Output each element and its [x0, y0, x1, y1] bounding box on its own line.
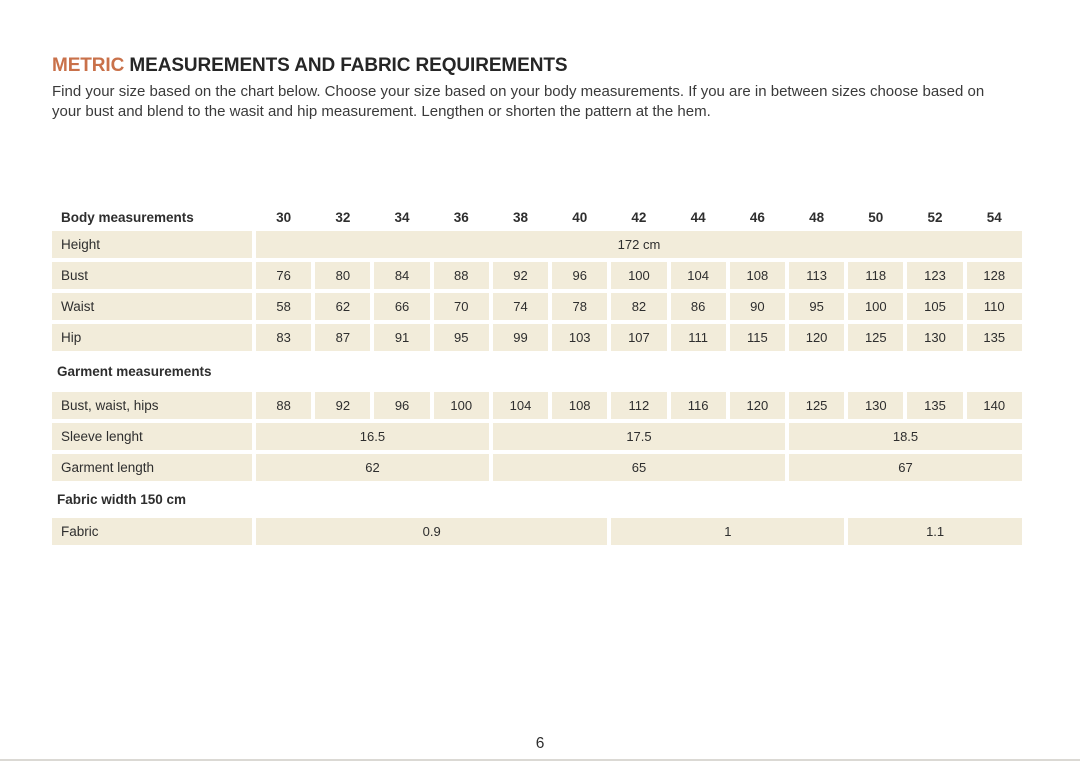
value-cell: 172 cm [256, 231, 1022, 258]
value-cell: 112 [611, 392, 666, 419]
value-cell: 74 [493, 293, 548, 320]
row-label: Height [52, 231, 252, 258]
value-cell: 123 [907, 262, 962, 289]
measurements-table [52, 207, 1022, 549]
value-cell: 120 [789, 324, 844, 351]
value-cell: 88 [256, 392, 311, 419]
intro-text: Find your size based on the chart below. Choose your size based on your body measurements. If you are in between sizes choose based on your bust and blend to the wasit and hip measurement. Lengthen or shorten the pattern at the hem. [52, 83, 985, 120]
value-cell: 0.9 [256, 518, 607, 545]
value-cell: 113 [789, 262, 844, 289]
value-cell: 100 [611, 262, 666, 289]
value-cell: 78 [552, 293, 607, 320]
value-cell: 95 [434, 324, 489, 351]
title-rest: MEASUREMENTS AND FABRIC REQUIREMENTS [124, 55, 568, 76]
section-heading: Garment measurements [57, 364, 212, 379]
page-number: 6 [535, 735, 545, 752]
table-row [52, 518, 1022, 545]
row-label: Bust [52, 262, 252, 289]
value-cell: 76 [256, 262, 311, 289]
value-cell: 116 [671, 392, 726, 419]
value-cell: 58 [256, 293, 311, 320]
size-column-header: 48 [809, 209, 825, 225]
size-column-header: 36 [453, 209, 469, 225]
section-heading: Fabric width 150 cm [57, 492, 187, 507]
table-row [52, 392, 1022, 419]
value-cell: 95 [789, 293, 844, 320]
row-label: Waist [52, 293, 252, 320]
value-cell: 140 [967, 392, 1022, 419]
table-row [52, 454, 1022, 481]
document-header [52, 55, 1024, 121]
value-cell: 86 [671, 293, 726, 320]
table-row [52, 231, 1022, 258]
value-cell: 1 [611, 518, 844, 545]
value-cell: 92 [315, 392, 370, 419]
value-cell: 62 [256, 454, 489, 481]
value-cell: 90 [730, 293, 785, 320]
value-cell: 96 [374, 392, 429, 419]
value-cell: 103 [552, 324, 607, 351]
value-cell: 108 [730, 262, 785, 289]
value-cell: 125 [789, 392, 844, 419]
value-cell: 66 [374, 293, 429, 320]
value-cell: 1.1 [848, 518, 1022, 545]
value-cell: 84 [374, 262, 429, 289]
size-column-header: 42 [631, 209, 647, 225]
size-column-header: 38 [512, 209, 528, 225]
value-cell: 17.5 [493, 423, 785, 450]
size-column-header: 32 [335, 209, 351, 225]
value-cell: 104 [671, 262, 726, 289]
value-cell: 100 [848, 293, 903, 320]
size-column-header: 46 [749, 209, 765, 225]
value-cell: 92 [493, 262, 548, 289]
table-row [52, 324, 1022, 351]
value-cell: 130 [848, 392, 903, 419]
table-row [52, 423, 1022, 450]
row-label: Hip [52, 324, 252, 351]
value-cell: 96 [552, 262, 607, 289]
value-cell: 130 [907, 324, 962, 351]
value-cell: 87 [315, 324, 370, 351]
size-column-header: 54 [986, 209, 1002, 225]
value-cell: 107 [611, 324, 666, 351]
row-label: Bust, waist, hips [52, 392, 252, 419]
value-cell: 70 [434, 293, 489, 320]
table-row [52, 262, 1022, 289]
size-column-header: 44 [690, 209, 706, 225]
table-row [52, 293, 1022, 320]
value-cell: 110 [967, 293, 1022, 320]
value-cell: 111 [671, 324, 726, 351]
value-cell: 82 [611, 293, 666, 320]
value-cell: 88 [434, 262, 489, 289]
page-title [52, 55, 1024, 77]
value-cell: 125 [848, 324, 903, 351]
size-header-row [52, 207, 1022, 227]
value-cell: 99 [493, 324, 548, 351]
row-label: Fabric [52, 518, 252, 545]
value-cell: 65 [493, 454, 785, 481]
value-cell: 62 [315, 293, 370, 320]
size-column-header: 40 [572, 209, 588, 225]
value-cell: 120 [730, 392, 785, 419]
value-cell: 118 [848, 262, 903, 289]
size-column-header: 30 [276, 209, 292, 225]
value-cell: 104 [493, 392, 548, 419]
value-cell: 128 [967, 262, 1022, 289]
value-cell: 105 [907, 293, 962, 320]
value-cell: 108 [552, 392, 607, 419]
row-label: Garment length [52, 454, 252, 481]
size-column-header: 50 [868, 209, 884, 225]
size-column-header: 34 [394, 209, 410, 225]
value-cell: 83 [256, 324, 311, 351]
value-cell: 91 [374, 324, 429, 351]
value-cell: 115 [730, 324, 785, 351]
value-cell: 135 [967, 324, 1022, 351]
value-cell: 135 [907, 392, 962, 419]
value-cell: 16.5 [256, 423, 489, 450]
value-cell: 100 [434, 392, 489, 419]
value-cell: 18.5 [789, 423, 1022, 450]
size-column-header: 52 [927, 209, 943, 225]
row-label: Sleeve lenght [52, 423, 252, 450]
title-highlight: METRIC [52, 55, 125, 76]
value-cell: 80 [315, 262, 370, 289]
value-cell: 67 [789, 454, 1022, 481]
size-header-label: Body measurements [61, 209, 194, 225]
